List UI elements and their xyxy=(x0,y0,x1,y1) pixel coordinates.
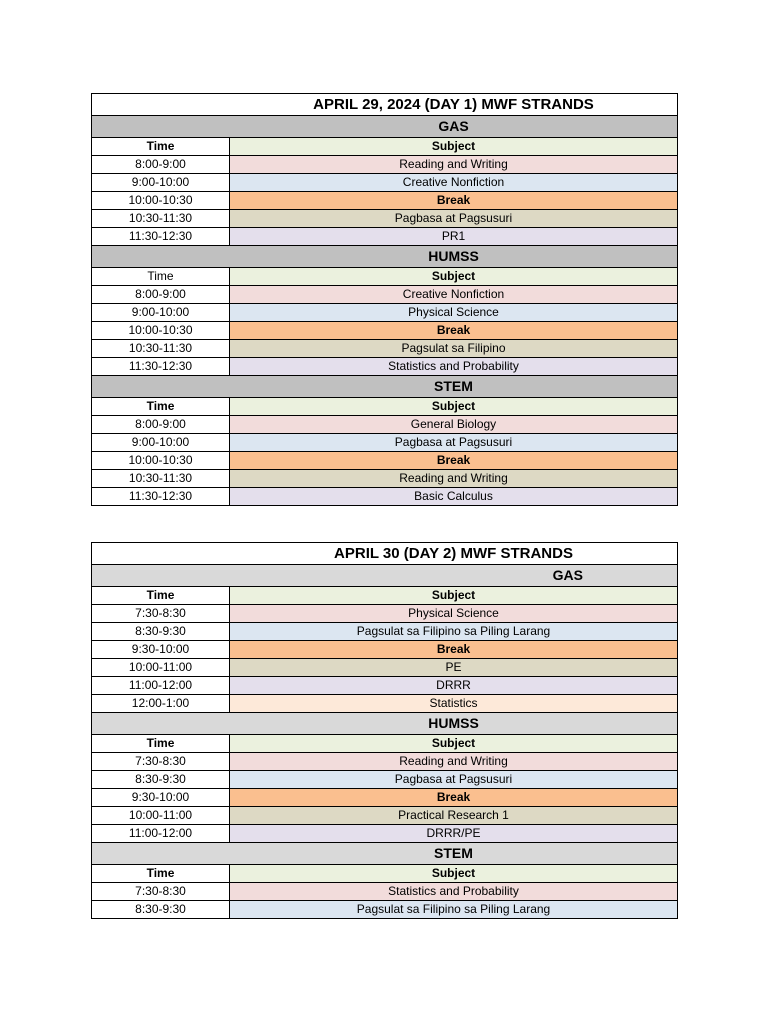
schedule-row xyxy=(92,883,678,901)
strand-name: HUMSS xyxy=(92,713,678,735)
schedule-row xyxy=(92,470,678,488)
column-header-row xyxy=(92,398,678,416)
subject-name: Pagbasa at Pagsusuri xyxy=(230,434,678,452)
time-slot: 10:30-11:30 xyxy=(92,470,230,488)
time-slot: 10:30-11:30 xyxy=(92,210,230,228)
time-slot: 10:00-11:00 xyxy=(92,807,230,825)
schedule-row xyxy=(92,623,678,641)
schedule-title-cell xyxy=(92,543,678,565)
schedule-row xyxy=(92,434,678,452)
subject-name: Pagsulat sa Filipino xyxy=(230,340,678,358)
time-slot: 9:00-10:00 xyxy=(92,304,230,322)
time-slot: 10:00-11:00 xyxy=(92,659,230,677)
subject-name: Break xyxy=(230,641,678,659)
time-column-header: Time xyxy=(92,138,230,156)
subject-name: Break xyxy=(230,322,678,340)
schedule-row xyxy=(92,771,678,789)
schedule-title-cell xyxy=(92,94,678,116)
strand-name: GAS xyxy=(92,565,678,587)
time-column-header: Time xyxy=(92,398,230,416)
time-slot: 11:00-12:00 xyxy=(92,677,230,695)
schedule-title-row xyxy=(92,543,678,565)
time-column-header: Time xyxy=(92,735,230,753)
schedule-row xyxy=(92,641,678,659)
time-slot: 8:00-9:00 xyxy=(92,156,230,174)
subject-name: Break xyxy=(230,452,678,470)
schedule-row xyxy=(92,358,678,376)
strand-header-row xyxy=(92,116,678,138)
subject-name: DRRR/PE xyxy=(230,825,678,843)
column-header-row xyxy=(92,735,678,753)
schedule-row xyxy=(92,340,678,358)
time-slot: 11:00-12:00 xyxy=(92,825,230,843)
subject-column-header: Subject xyxy=(230,735,678,753)
time-slot: 11:30-12:30 xyxy=(92,358,230,376)
schedule-row xyxy=(92,605,678,623)
schedule-row xyxy=(92,659,678,677)
strand-header-row xyxy=(92,565,678,587)
subject-name: Break xyxy=(230,192,678,210)
schedule-row xyxy=(92,807,678,825)
time-slot: 9:30-10:00 xyxy=(92,641,230,659)
subject-name: Physical Science xyxy=(230,304,678,322)
schedule-row xyxy=(92,322,678,340)
strand-header-row xyxy=(92,843,678,865)
strand-name: STEM xyxy=(92,843,678,865)
column-header-row xyxy=(92,268,678,286)
time-column-header: Time xyxy=(92,268,230,286)
subject-column-header: Subject xyxy=(230,138,678,156)
time-slot: 10:00-10:30 xyxy=(92,192,230,210)
subject-column-header: Subject xyxy=(230,268,678,286)
time-slot: 9:30-10:00 xyxy=(92,789,230,807)
subject-column-header: Subject xyxy=(230,865,678,883)
schedule-title-row xyxy=(92,94,678,116)
schedule-title: APRIL 30 (DAY 2) MWF STRANDS xyxy=(334,545,573,562)
schedule-row xyxy=(92,192,678,210)
column-header-row xyxy=(92,138,678,156)
subject-name: Pagsulat sa Filipino sa Piling Larang xyxy=(230,623,678,641)
time-slot: 8:00-9:00 xyxy=(92,416,230,434)
time-slot: 8:00-9:00 xyxy=(92,286,230,304)
schedule-table-day1 xyxy=(91,93,678,506)
subject-name: Basic Calculus xyxy=(230,488,678,506)
time-slot: 9:00-10:00 xyxy=(92,174,230,192)
column-header-row xyxy=(92,587,678,605)
schedule-row xyxy=(92,677,678,695)
strand-header-row xyxy=(92,376,678,398)
subject-name: Pagsulat sa Filipino sa Piling Larang xyxy=(230,901,678,919)
time-column-header: Time xyxy=(92,587,230,605)
strand-name: HUMSS xyxy=(92,246,678,268)
time-slot: 12:00-1:00 xyxy=(92,695,230,713)
time-slot: 7:30-8:30 xyxy=(92,753,230,771)
subject-name: General Biology xyxy=(230,416,678,434)
schedule-title: APRIL 29, 2024 (DAY 1) MWF STRANDS xyxy=(313,96,594,113)
schedule-row xyxy=(92,488,678,506)
schedule-row xyxy=(92,753,678,771)
subject-name: PE xyxy=(230,659,678,677)
schedule-row xyxy=(92,228,678,246)
schedule-row xyxy=(92,452,678,470)
subject-name: Break xyxy=(230,789,678,807)
subject-name: Practical Research 1 xyxy=(230,807,678,825)
subject-name: Pagbasa at Pagsusuri xyxy=(230,210,678,228)
strand-header-row xyxy=(92,246,678,268)
schedule-row xyxy=(92,304,678,322)
subject-name: Creative Nonfiction xyxy=(230,286,678,304)
schedule-row xyxy=(92,789,678,807)
time-slot: 7:30-8:30 xyxy=(92,605,230,623)
time-slot: 10:00-10:30 xyxy=(92,322,230,340)
subject-name: Reading and Writing xyxy=(230,156,678,174)
column-header-row xyxy=(92,865,678,883)
time-slot: 8:30-9:30 xyxy=(92,771,230,789)
schedule-row xyxy=(92,416,678,434)
subject-name: Physical Science xyxy=(230,605,678,623)
schedule-row xyxy=(92,286,678,304)
schedule-row xyxy=(92,210,678,228)
subject-name: PR1 xyxy=(230,228,678,246)
time-slot: 10:00-10:30 xyxy=(92,452,230,470)
strand-header-row xyxy=(92,713,678,735)
subject-name: Reading and Writing xyxy=(230,753,678,771)
subject-column-header: Subject xyxy=(230,587,678,605)
schedule-row xyxy=(92,156,678,174)
strand-name: STEM xyxy=(92,376,678,398)
subject-name: Reading and Writing xyxy=(230,470,678,488)
schedule-row xyxy=(92,695,678,713)
subject-name: Statistics xyxy=(230,695,678,713)
time-slot: 11:30-12:30 xyxy=(92,488,230,506)
subject-column-header: Subject xyxy=(230,398,678,416)
time-slot: 7:30-8:30 xyxy=(92,883,230,901)
subject-name: Statistics and Probability xyxy=(230,358,678,376)
time-slot: 8:30-9:30 xyxy=(92,901,230,919)
schedule-row xyxy=(92,825,678,843)
subject-name: Creative Nonfiction xyxy=(230,174,678,192)
time-slot: 8:30-9:30 xyxy=(92,623,230,641)
time-column-header: Time xyxy=(92,865,230,883)
subject-name: Pagbasa at Pagsusuri xyxy=(230,771,678,789)
time-slot: 10:30-11:30 xyxy=(92,340,230,358)
subject-name: Statistics and Probability xyxy=(230,883,678,901)
time-slot: 9:00-10:00 xyxy=(92,434,230,452)
time-slot: 11:30-12:30 xyxy=(92,228,230,246)
schedule-row xyxy=(92,901,678,919)
subject-name: DRRR xyxy=(230,677,678,695)
schedule-row xyxy=(92,174,678,192)
strand-name: GAS xyxy=(92,116,678,138)
schedule-table-day2 xyxy=(91,542,678,919)
